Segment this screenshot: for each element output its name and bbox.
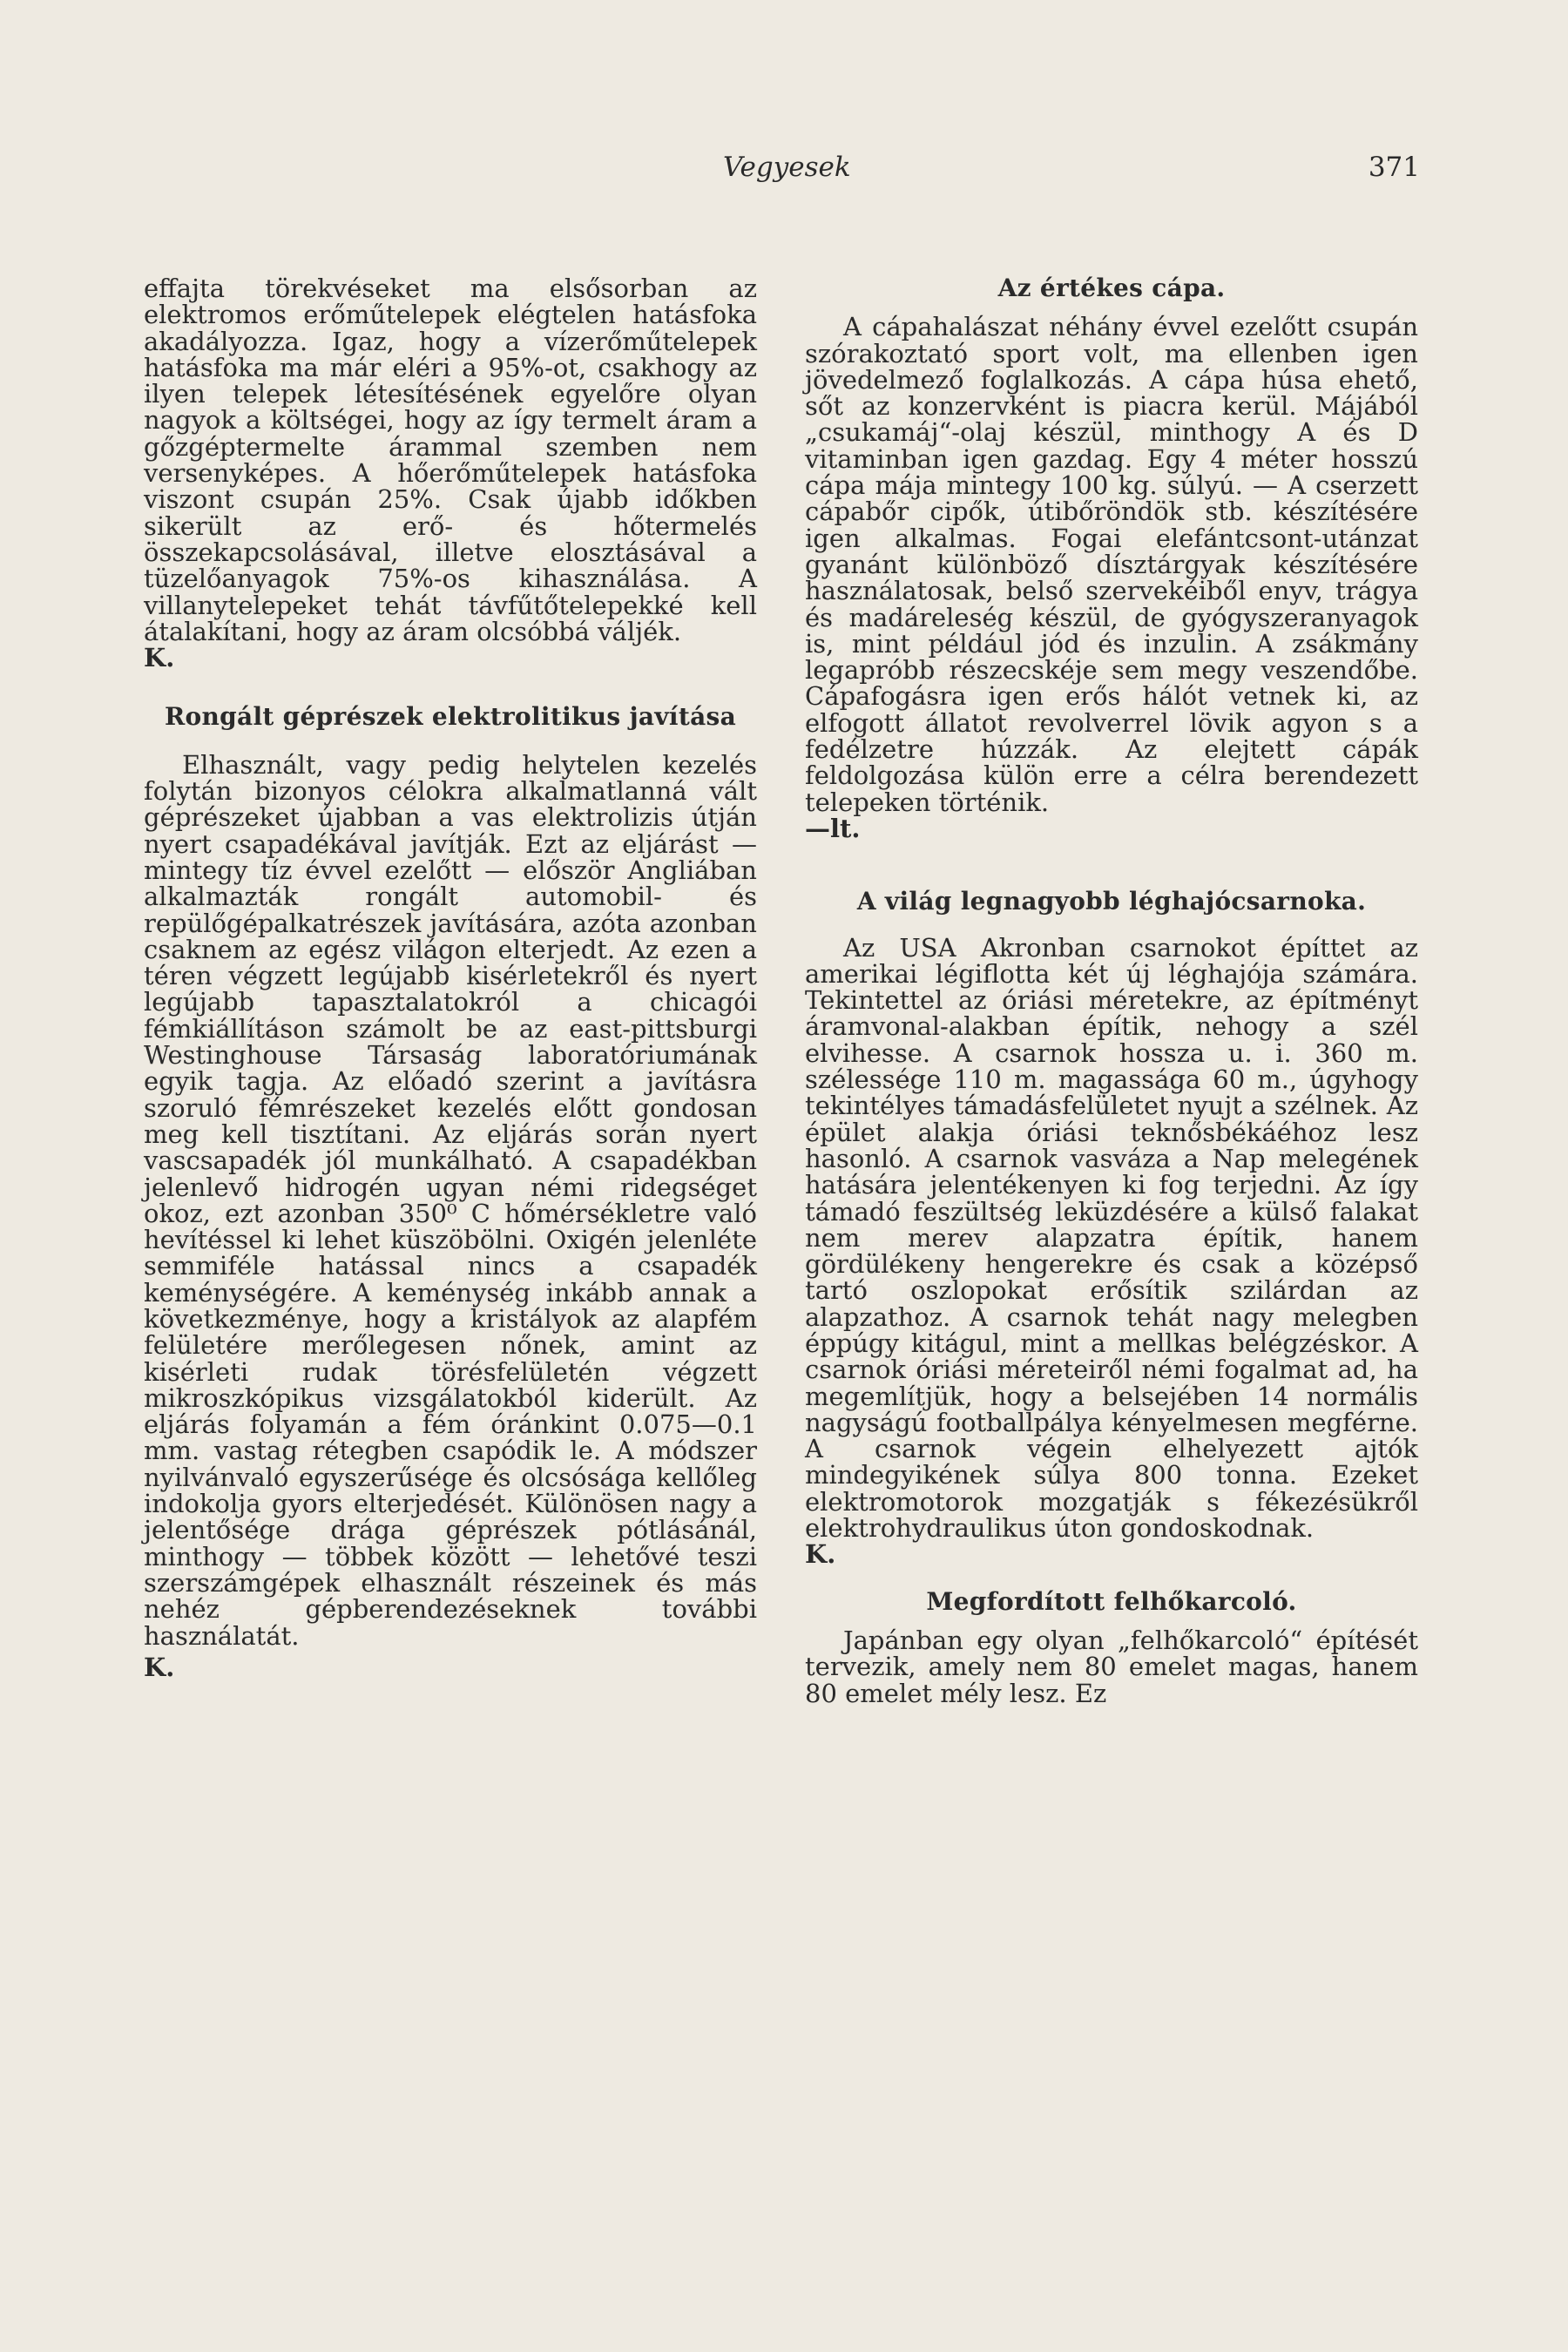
article-title-inverted-skyscraper: Megfordított felhőkarcoló.	[926, 1586, 1297, 1616]
article-title-airship-hangar: A világ legnagyobb léghajócsarnoka.	[856, 887, 1367, 916]
article-signature-airship-hangar: K.	[805, 1539, 836, 1570]
intro-signature: K.	[144, 643, 175, 673]
right-column	[805, 275, 1418, 1707]
article-body-inverted-skyscraper: Japánban egy olyan „felhőkarcoló“ építését tervezik, amely nem 80 emelet magas, hanem 80 emelet mély lesz. Ez	[805, 1625, 1418, 1708]
article-title-shark: Az értékes cápa.	[997, 274, 1226, 302]
article-signature-shark: —lt.	[805, 813, 861, 843]
article-title-repair: Rongált géprészek elektrolitikus javítása	[164, 702, 737, 732]
article-signature-repair: K.	[144, 1652, 175, 1682]
running-title: Vegyesek	[723, 152, 851, 183]
article-body-repair: Elhasznált, vagy pedig helytelen kezelés folytán bizonyos célokra alkalmatlanná vált géprészeket újabban a vas elektrolizis útján nyert csapadékával javítják. Ezt az eljárást — mintegy tíz évvel ezelőtt — először Angliában alkalmazták rongált automobil- és repülőgépalkatrészek javítására, azóta azonban csaknem az egész világon elterjedt. Az ezen a téren végzett legújabb kisérletekről és nyert legújabb tapasztalatokról a chicagói fémkiállításon számolt be az east-pittsburgi Westinghouse Társaság laboratóriumának egyik tagja. Az előadó szerint a javításra szoruló fémrészeket kezelés előtt gondosan meg kell tisztítani. Az eljárás során nyert vascsapadék jól munkálható. A csapadékban jelenlevő hidrogén ugyan némi ridegséget okoz, ezt azonban 350⁰ C hőmérsékletre való hevítéssel ki lehet küszöbölni. Oxigén jelenléte semmiféle hatással nincs a csapadék keménységére. A keménység inkább annak a következménye, hogy a kristályok az alapfém felületére merőlegesen nőnek, amint az kisérleti rudak törésfelületén végzett mikroszkópikus vizsgálatokból kiderült. Az eljárás folyamán a fém óránkint 0.075—0.1 mm. vastag rétegben csapódik le. A módszer nyilvánvaló egyszerűsége és olcsósága kellőleg indokolja gyors elterjedését. Különösen nagy a jelentősége drága géprészek pótlásánál, minthogy — többek között — lehetővé teszi szerszámgépek elhasznált részeinek és más nehéz gépberendezéseknek további használatát.	[144, 749, 757, 1651]
article-body-shark: A cápahalászat néhány évvel ezelőtt csupán szórakoztató sport volt, ma ellenben igen jövedelmező foglalkozás. A cápa húsa ehető, sőt az konzervként is piacra kerül. Májából „csukamáj“-olaj készül, minthogy A és D vitaminban igen gazdag. Egy 4 méter hosszú cápa mája mintegy 100 kg. súlyú. — A cserzett cápabőr cipők, útibőröndök stb. készítésére igen alkalmas. Fogai elefántcsont-utánzat gyanánt különböző dísztárgyak készítésére használatosak, belső szervekéiből enyv, trágya és madáreleség készül, de gyógyszeranyagok is, mint például jód és inzulin. A zsákmány legapróbb részecskéje sem megy veszendőbe. Cápafogásra igen erős hálót vetnek ki, az elfogott állatot revolverrel lövik agyon s a fedélzetre húzzák. Az elejtett cápák feldolgozása külön erre a célra berendezett telepeken történik.	[805, 312, 1418, 817]
article-body-airship-hangar: Az USA Akronban csarnokot építtet az amerikai légiflotta két új léghajója számára. Tekintettel az óriási méretekre, az építményt áramvonal-alakban építik, nehogy a szél elvihesse. A csarnok hossza u. i. 360 m. szélessége 110 m. magassága 60 m., úgyhogy tekintélyes támadásfelületet nyujt a szélnek. Az épület alakja óriási teknősbékáéhoz lesz hasonló. A csarnok vasváza a Nap melegének hatására jelentékenyen ki fog terjedni. Az így támadó feszültség leküzdésére a külső falakat nem merev alapzatra építik, hanem gördülékeny hengerekre és csak a középső tartó oszlopokat erősítik szilárdan az alapzathoz. A csarnok tehát nagy melegben éppúgy kitágul, mint a mellkas belégzéskor. A csarnok óriási méreteiről némi fogalmat ad, ha megemlítjük, hogy a belsejében 14 normális nagyságú footballpálya kényelmesen megférne. A csarnok végein elhelyezett ajtók mindegyikének súlya 800 tonna. Ezeket elektromotorok mozgatják s fékezésükről elektrohydraulikus úton gondoskodnak.	[805, 932, 1418, 1544]
running-header	[723, 146, 1420, 199]
page-number: 371	[1368, 152, 1420, 183]
left-column	[144, 275, 757, 1680]
intro-paragraph: effajta törekvéseket ma elsősorban az elektromos erőműtelepek elégtelen hatásfoka akadályozza. Igaz, hogy a vízerőműtelepek hatásfoka ma már eléri a 95%-ot, csakhogy az ilyen telepek létesítésének egyelőre olyan nagyok a költségei, hogy az így termelt áram a gőzgéptermelte árammal szemben nem versenyképes. A hőerőműtelepek hatásfoka viszont csupán 25%. Csak újabb időkben sikerült az erő- és hőtermelés összekapcsolásával, illetve elosztásával a tüzelőanyagok 75%-os kihasználása. A villanytelepeket tehát távfűtőtelepekké kell átalakítani, hogy az áram olcsóbbá váljék.	[144, 274, 757, 646]
